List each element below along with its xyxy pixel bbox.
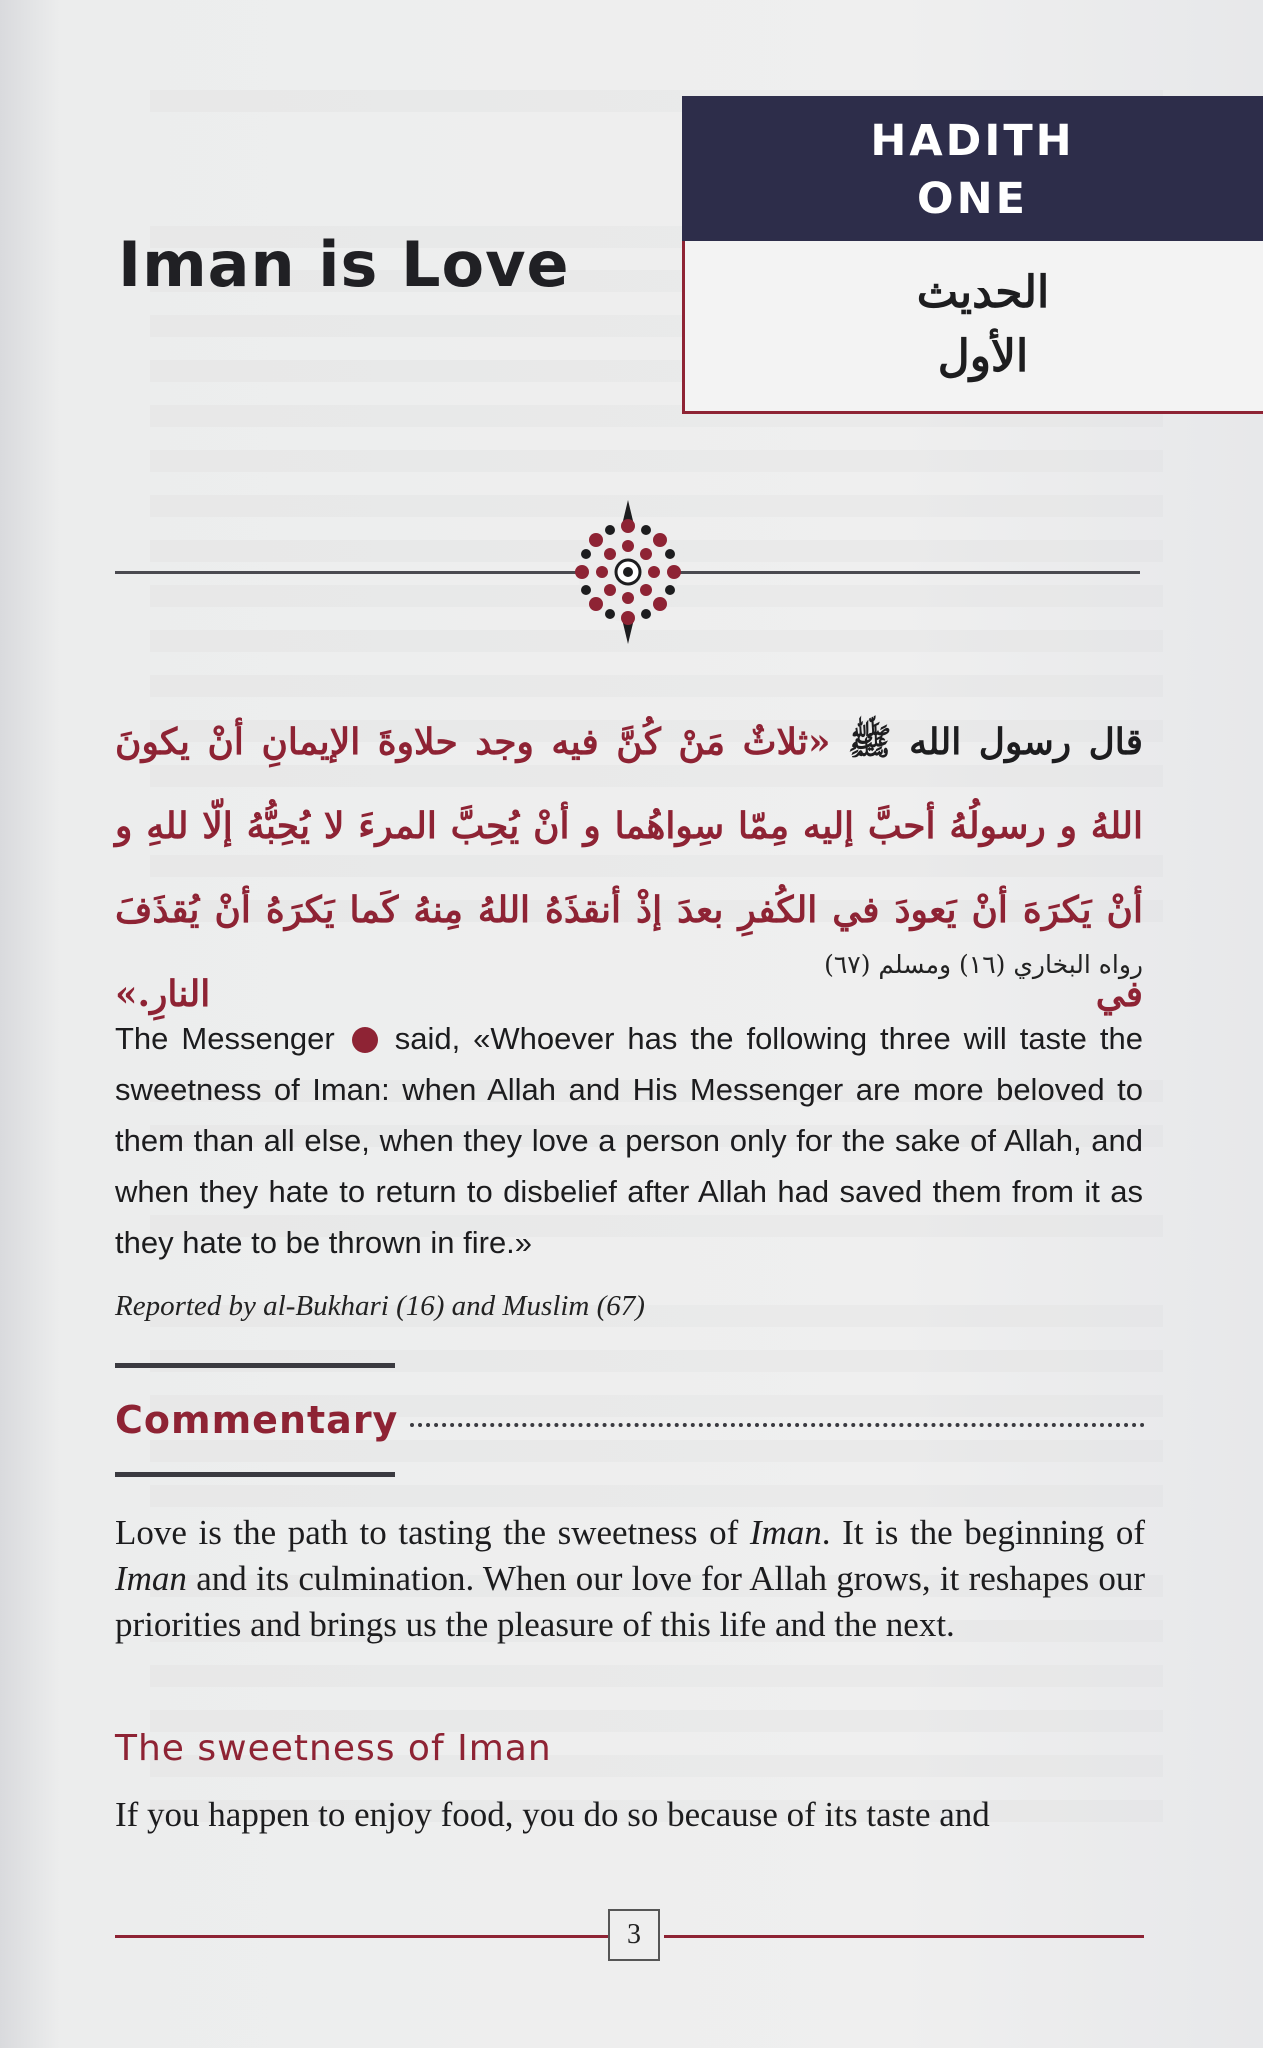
hadith-english-before: The Messenger xyxy=(115,1021,335,1056)
hadith-label-arabic-line2: الأول xyxy=(937,331,1029,382)
footer-rule-left xyxy=(115,1935,608,1938)
salawat-icon xyxy=(352,1027,378,1053)
hadith-label-arabic xyxy=(682,241,1263,414)
commentary-dotted-rule xyxy=(410,1423,1145,1427)
section-subheading: The sweetness of Iman xyxy=(115,1728,552,1769)
commentary-paragraph-1 xyxy=(115,1510,1145,1648)
hadith-arabic-source: رواه البخاري (١٦) ومسلم (٦٧) xyxy=(824,950,1143,979)
hadith-label-arabic-line1: الحديث xyxy=(916,267,1050,318)
footer-rule-right xyxy=(664,1935,1144,1938)
page-number: 3 xyxy=(608,1909,660,1961)
commentary-p1-em1: Iman xyxy=(749,1513,822,1552)
commentary-p1-b: . It is the beginning of xyxy=(821,1513,1145,1552)
hadith-english-source: Reported by al-Bukhari (16) and Muslim (67) xyxy=(115,1290,645,1322)
chapter-title: Iman is Love xyxy=(118,228,570,301)
hadith-arabic-intro: قال رسول الله ﷺ xyxy=(848,721,1143,763)
commentary-p1-a: Love is the path to tasting the sweetness of xyxy=(115,1513,750,1552)
hadith-label-line2: ONE xyxy=(917,174,1028,224)
hadith-label-line1: HADITH xyxy=(870,116,1075,166)
hadith-english-text xyxy=(115,1013,1143,1268)
hadith-arabic-text xyxy=(115,700,1143,1036)
commentary-paragraph-2: If you happen to enjoy food, you do so because of its taste and xyxy=(115,1795,990,1834)
commentary-rule-bottom xyxy=(115,1472,395,1477)
rosette-ornament-icon xyxy=(566,500,690,644)
hadith-arabic-body: «ثلاثٌ مَنْ كُنَّ فيه وجد حلاوةَ الإيمانِ أنْ يكونَ اللهُ و رسولُهُ أحبَّ إليه مِمّا سِواهُما و أنْ يُحِبَّ المرءَ لا يُحِبُّهُ إلّا للهِ و أنْ يَكرَهَ أنْ يَعودَ في الكُفرِ بعدَ إذْ أنقذَهُ اللهُ مِنهُ كَما يَكرَهُ أنْ يُقذَفَ في النارِ.» xyxy=(115,721,1143,1015)
commentary-rule-top xyxy=(115,1363,395,1368)
commentary-heading: Commentary xyxy=(115,1398,399,1442)
hadith-number-box xyxy=(682,96,1263,416)
hadith-label-english xyxy=(682,96,1263,241)
hadith-english-after: said, «Whoever has the following three will taste the sweetness of Iman: when Allah and His Messenger are more beloved to them than all else, when they love a person only for the sake of Allah, and when they hate to return to disbelief after Allah had saved them from it as they hate to be thrown in fire.» xyxy=(115,1021,1143,1260)
commentary-p1-c: and its culmination. When our love for Allah grows, it reshapes our priorities and brings us the pleasure of this life and the next. xyxy=(115,1559,1145,1644)
commentary-p1-em2: Iman xyxy=(115,1559,187,1598)
